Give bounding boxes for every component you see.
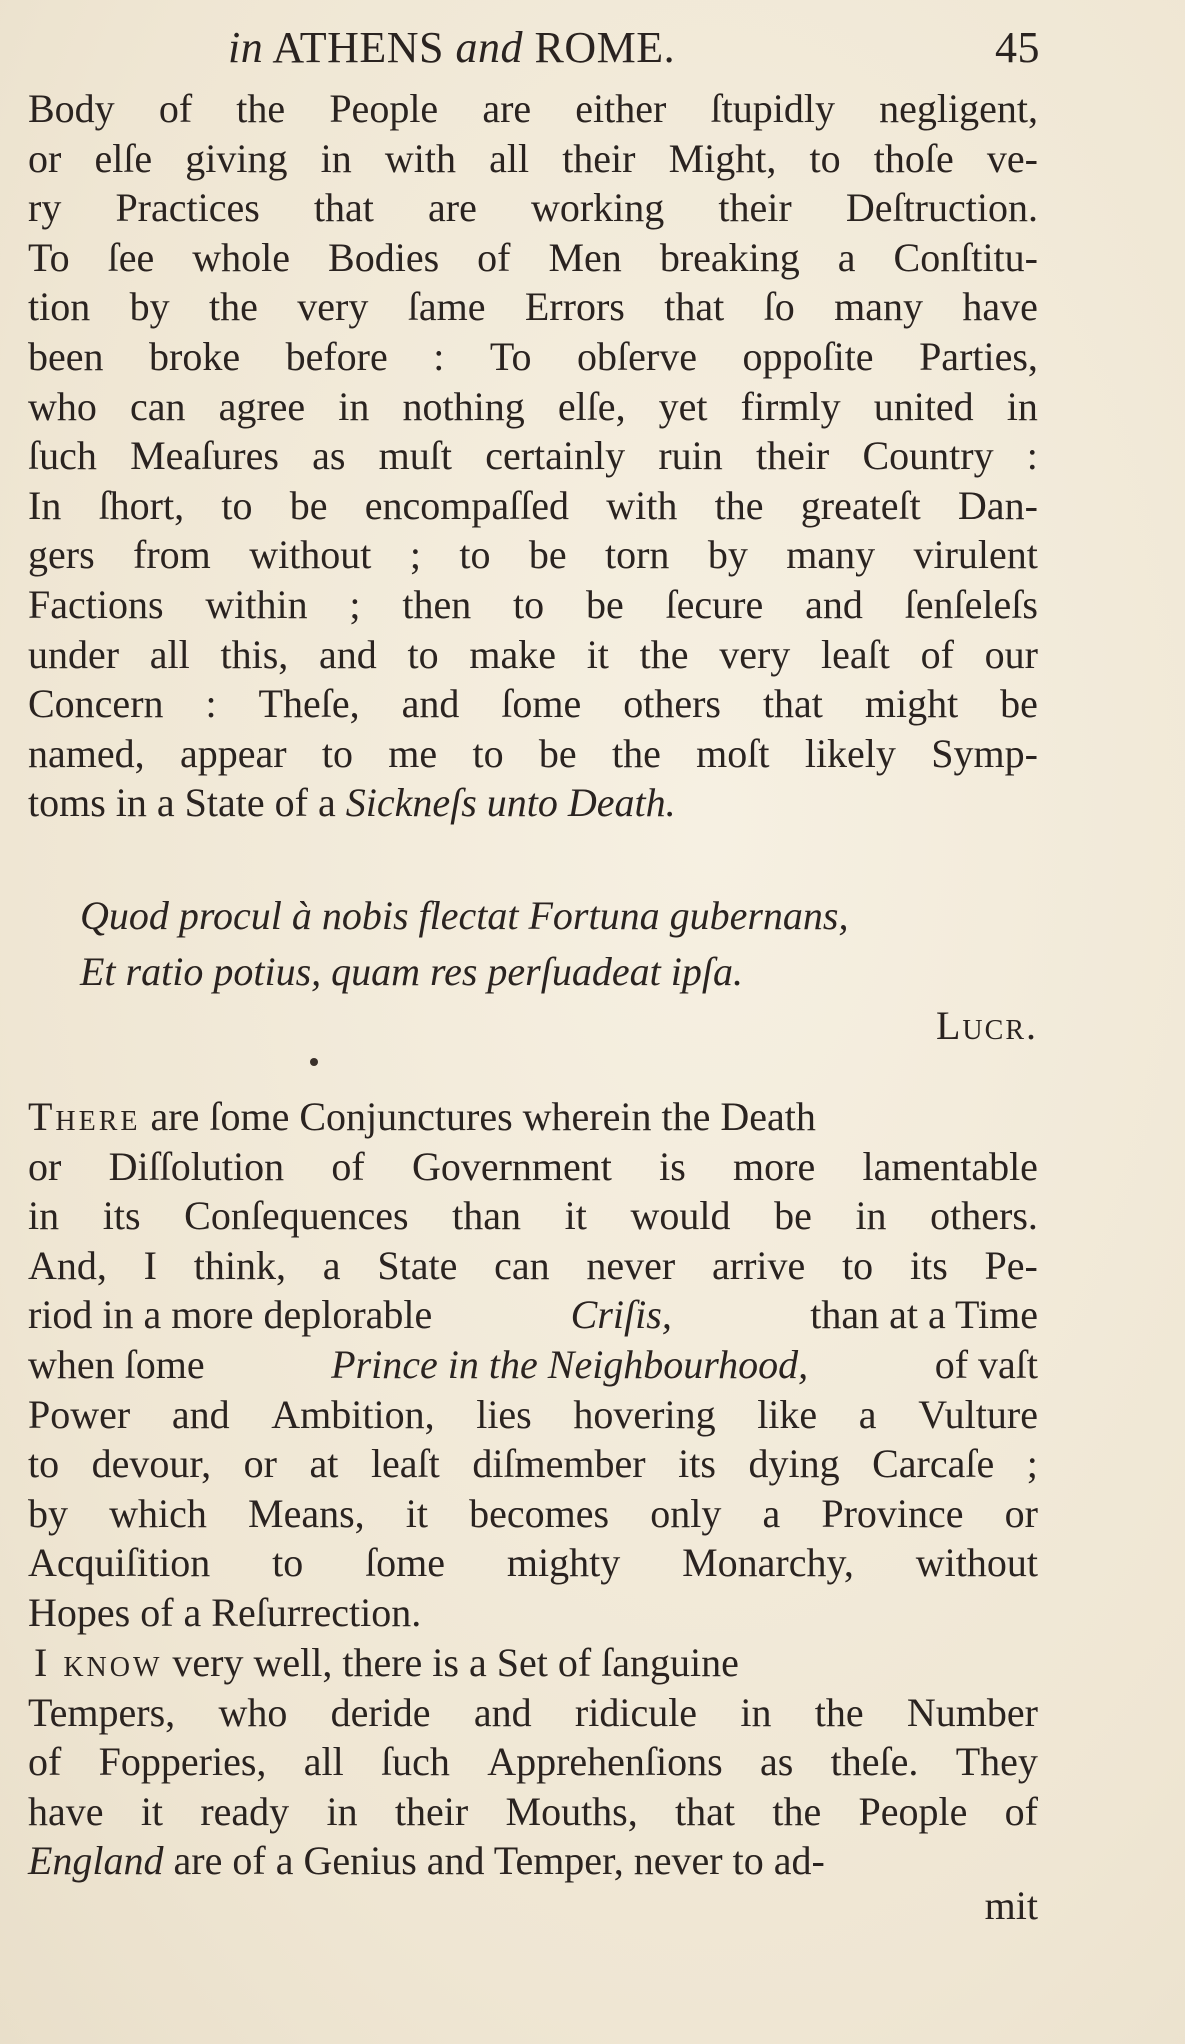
word: Mouths, xyxy=(505,1788,638,1834)
text-line: riod in a more deplorable Criſis, than at a Time xyxy=(28,1290,1038,1340)
header-prefix: in xyxy=(228,23,264,72)
word: Means, xyxy=(248,1490,365,1536)
word: Concern xyxy=(28,681,164,727)
verse-line: Quod procul à nobis flectat Fortuna gubernans, xyxy=(80,893,849,938)
word: ; xyxy=(409,532,421,578)
word: the xyxy=(611,730,661,776)
word: would xyxy=(630,1193,731,1239)
word: Acquiſition xyxy=(28,1540,211,1586)
word: Province xyxy=(821,1490,964,1536)
word: that xyxy=(762,681,823,727)
word: dying xyxy=(748,1441,840,1487)
word: think, xyxy=(193,1242,287,1288)
word: devour, xyxy=(91,1441,212,1487)
word: then xyxy=(402,581,472,627)
text-line xyxy=(28,580,1038,630)
word: been xyxy=(28,333,104,379)
header-and: and xyxy=(455,23,523,72)
word: the xyxy=(772,1788,822,1834)
word: ready xyxy=(200,1788,290,1834)
text-line xyxy=(28,530,1038,580)
word: only xyxy=(650,1490,722,1536)
word: Conſtitu- xyxy=(893,234,1038,280)
word: or xyxy=(243,1441,277,1487)
word: Carcaſe xyxy=(872,1441,995,1487)
word: Bodies xyxy=(328,234,440,280)
word: breaking xyxy=(659,234,800,280)
word: diſmember xyxy=(472,1441,646,1487)
lead-small-caps: There xyxy=(28,1094,141,1139)
text-line: There are ſome Conjunctures wherein the Death xyxy=(28,1094,816,1139)
word: from xyxy=(133,532,211,578)
paragraph-3 xyxy=(28,1638,1038,1886)
word: They xyxy=(955,1739,1038,1785)
paragraph-1 xyxy=(28,84,1038,828)
word: than xyxy=(452,1193,521,1239)
word: many xyxy=(834,284,923,330)
text-line xyxy=(28,84,1038,134)
word: a xyxy=(858,1391,877,1437)
text-line xyxy=(28,382,1038,432)
word: gers xyxy=(28,532,95,578)
word: without xyxy=(249,532,372,578)
text-line xyxy=(28,1787,1038,1837)
word: ruin xyxy=(658,433,723,479)
word: might xyxy=(864,681,959,727)
word: I xyxy=(143,1242,157,1288)
word: Body xyxy=(28,86,115,131)
running-header xyxy=(30,18,1040,78)
word: ſome xyxy=(501,681,582,727)
word: oppoſite xyxy=(742,333,874,379)
word: it xyxy=(564,1193,587,1239)
word: and xyxy=(171,1391,230,1437)
word: giving xyxy=(185,135,288,181)
word: their xyxy=(562,135,636,181)
word: the xyxy=(639,631,689,677)
word: it xyxy=(586,631,609,677)
word: and xyxy=(319,631,377,677)
word: to xyxy=(513,581,545,627)
italic-england: England xyxy=(28,1838,164,1884)
word: Government xyxy=(411,1143,612,1189)
word: make xyxy=(469,631,556,677)
word: like xyxy=(757,1391,818,1437)
word: who xyxy=(28,383,97,429)
word: all xyxy=(303,1739,344,1785)
word: moſt xyxy=(696,730,770,776)
word: that xyxy=(313,185,374,231)
word: to xyxy=(459,532,491,578)
word: ſtupidly xyxy=(710,86,835,131)
word: to xyxy=(407,631,439,677)
text-line xyxy=(28,1489,1038,1539)
word: to xyxy=(221,482,253,528)
text-line-last: toms in a State of a Sickneſs unto Death. xyxy=(28,778,1038,828)
word: under xyxy=(28,631,120,677)
word: that xyxy=(675,1788,736,1834)
word: : xyxy=(1026,433,1038,479)
verse-line: Et ratio potius, quam res perſuadeat ipſa. xyxy=(80,949,743,994)
word: thoſe xyxy=(873,135,954,181)
word: State xyxy=(377,1242,458,1288)
word: can xyxy=(129,383,186,429)
text-line xyxy=(28,630,1038,680)
word: appear xyxy=(179,730,287,776)
word: this, xyxy=(220,631,289,677)
word: our xyxy=(984,631,1038,677)
word: the xyxy=(714,482,764,528)
word: are xyxy=(428,185,477,231)
word: all xyxy=(149,631,190,677)
text-line: when ſome Prince in the Neighbourhood, of vaſt xyxy=(28,1340,1038,1390)
word: encompaſſed xyxy=(364,482,570,528)
lead-small-caps: I know xyxy=(34,1640,163,1685)
word: of xyxy=(158,86,193,131)
word: arrive xyxy=(712,1242,806,1288)
word: its xyxy=(102,1193,141,1239)
word: by xyxy=(28,1490,68,1536)
text-line xyxy=(28,1737,1038,1787)
word: Practices xyxy=(115,185,260,231)
text-line xyxy=(28,1688,1038,1738)
word: ve- xyxy=(986,135,1038,181)
text-line xyxy=(28,1439,1038,1489)
word: before xyxy=(285,333,388,379)
word: or xyxy=(1004,1490,1038,1536)
word: yet xyxy=(658,383,708,429)
word: and xyxy=(473,1689,532,1735)
word: in xyxy=(338,383,370,429)
word: lamentable xyxy=(862,1143,1038,1189)
word: in xyxy=(855,1193,887,1239)
text-line xyxy=(28,431,1038,481)
word: have xyxy=(28,1788,104,1834)
word: virulent xyxy=(913,532,1038,578)
word: Country xyxy=(862,433,994,479)
word: very xyxy=(297,284,369,330)
word: hovering xyxy=(573,1391,716,1437)
word: To xyxy=(28,234,70,280)
word: others xyxy=(623,681,721,727)
word: or xyxy=(28,1143,62,1189)
word: And, xyxy=(28,1242,107,1288)
word: ſhort, xyxy=(98,482,185,528)
word: to xyxy=(472,730,504,776)
word: be xyxy=(774,1193,812,1239)
word: working xyxy=(530,185,665,231)
word: or xyxy=(28,135,62,181)
word: Conſequences xyxy=(184,1193,409,1239)
word: tion xyxy=(28,284,91,330)
word: within xyxy=(205,581,308,627)
word: to xyxy=(809,135,841,181)
word: People xyxy=(329,86,439,131)
word: without xyxy=(915,1540,1038,1586)
word: ſome xyxy=(365,1540,446,1586)
text-line xyxy=(28,729,1038,779)
word: more xyxy=(733,1143,816,1189)
word: their xyxy=(394,1788,469,1834)
word: torn xyxy=(605,532,670,578)
word: Apprehenſions xyxy=(487,1739,723,1785)
word: and xyxy=(401,681,460,727)
word: Pe- xyxy=(984,1242,1038,1288)
word: Might, xyxy=(668,135,777,181)
word: elſe xyxy=(94,135,153,181)
word: leaſt xyxy=(370,1441,440,1487)
word: as xyxy=(312,433,346,479)
word: Ambition, xyxy=(271,1391,435,1437)
word: who xyxy=(218,1689,288,1735)
text-line-last: Hopes of a Reſurrection. xyxy=(28,1589,422,1635)
word: by xyxy=(707,532,748,578)
text-line xyxy=(28,1241,1038,1291)
word: To xyxy=(489,333,532,379)
word: can xyxy=(494,1242,550,1288)
word: ſame xyxy=(407,284,486,330)
word: united xyxy=(873,383,974,429)
word: firmly xyxy=(740,383,841,429)
word: Tempers, xyxy=(28,1689,176,1735)
word: of xyxy=(477,234,511,280)
text-line xyxy=(28,1538,1038,1588)
word: to xyxy=(28,1441,60,1487)
word: it xyxy=(140,1788,164,1834)
word: obſerve xyxy=(577,333,697,379)
italic-crisis: Criſis, xyxy=(570,1292,672,1338)
latin-verse xyxy=(80,888,1000,1000)
word: ſo xyxy=(763,284,795,330)
word: be xyxy=(585,581,624,627)
word: whole xyxy=(192,234,291,280)
word: its xyxy=(678,1441,716,1487)
running-title xyxy=(228,18,675,78)
paragraph-2 xyxy=(28,1092,1038,1638)
word: in xyxy=(326,1788,358,1834)
word: Errors xyxy=(524,284,625,330)
word: People xyxy=(858,1788,968,1834)
word: all xyxy=(489,135,530,181)
word: ridicule xyxy=(574,1689,698,1735)
word: agree xyxy=(218,383,306,429)
catchword: mit xyxy=(984,1883,1038,1928)
text-line: I know very well, there is a Set of ſanguine xyxy=(28,1638,1038,1688)
verse-attribution: Lucr. xyxy=(935,1003,1038,1048)
word: elſe, xyxy=(557,383,626,429)
word: greateſt xyxy=(800,482,921,528)
word: Factions xyxy=(28,581,164,627)
word: nothing xyxy=(402,383,525,429)
word: their xyxy=(755,433,830,479)
word: becomes xyxy=(469,1490,610,1536)
italic-prince: Prince in the Neighbourhood, xyxy=(331,1341,809,1387)
header-rome: ROME. xyxy=(534,23,676,72)
word: and xyxy=(805,581,863,627)
word: Men xyxy=(548,234,622,280)
word: it xyxy=(405,1490,429,1536)
word: theſe. xyxy=(830,1739,919,1785)
text-line xyxy=(28,332,1038,382)
text-line xyxy=(28,183,1038,233)
word: in xyxy=(28,1193,60,1239)
word: In xyxy=(28,482,62,528)
word: named, xyxy=(28,730,145,776)
word: never xyxy=(586,1242,676,1288)
word: that xyxy=(664,284,725,330)
word: ſee xyxy=(107,234,155,280)
word: is xyxy=(659,1143,686,1189)
word: ſuch xyxy=(381,1739,450,1785)
word: be xyxy=(1000,681,1038,727)
word: its xyxy=(909,1242,948,1288)
page-number: 45 xyxy=(995,23,1040,72)
word: Fopperies, xyxy=(98,1739,267,1785)
word: either xyxy=(575,86,667,131)
word: are xyxy=(482,86,532,131)
text-line xyxy=(28,1142,1038,1192)
word: Monarchy, xyxy=(682,1540,854,1586)
word: negligent, xyxy=(879,86,1038,131)
text-line xyxy=(28,481,1038,531)
word: in xyxy=(740,1689,772,1735)
word: be xyxy=(289,482,328,528)
text-line xyxy=(28,233,1038,283)
word: of xyxy=(331,1143,365,1189)
word: others. xyxy=(930,1193,1038,1239)
word: leaſt xyxy=(821,631,890,677)
word: ; xyxy=(349,581,361,627)
word: with xyxy=(606,482,678,528)
word: me xyxy=(388,730,438,776)
word: by xyxy=(129,284,170,330)
word: Symp- xyxy=(931,730,1038,776)
word: Dan- xyxy=(957,482,1038,528)
word: a xyxy=(762,1490,781,1536)
word: very xyxy=(719,631,791,677)
word: to xyxy=(272,1540,304,1586)
text-line xyxy=(28,134,1038,184)
word: as xyxy=(760,1739,794,1785)
word: ſuch xyxy=(28,433,97,479)
word: a xyxy=(322,1242,341,1288)
header-athens: ATHENS xyxy=(272,23,444,72)
word: ; xyxy=(1026,1441,1038,1487)
word: have xyxy=(962,284,1038,330)
word: to xyxy=(842,1242,874,1288)
word: lies xyxy=(476,1391,532,1437)
word: Power xyxy=(28,1391,131,1437)
word: certainly xyxy=(485,433,626,479)
word: to xyxy=(321,730,353,776)
word: the xyxy=(209,284,258,330)
word: : xyxy=(433,333,445,379)
word: Deſtruction. xyxy=(845,185,1038,231)
word: their xyxy=(718,185,792,231)
text-line xyxy=(28,1191,1038,1241)
word: at xyxy=(309,1441,339,1487)
word: be xyxy=(538,730,577,776)
word: many xyxy=(786,532,876,578)
word: Vulture xyxy=(918,1391,1038,1437)
word: mighty xyxy=(506,1540,621,1586)
ink-speck xyxy=(310,1058,318,1066)
word: : xyxy=(205,681,217,727)
word: a xyxy=(837,234,856,280)
word: be xyxy=(528,532,567,578)
word: of xyxy=(28,1739,62,1785)
word: Meaſures xyxy=(130,433,279,479)
text-line xyxy=(28,679,1038,729)
word: Theſe, xyxy=(258,681,360,727)
word: of xyxy=(920,631,954,677)
word: deride xyxy=(330,1689,431,1735)
text-line: England are of a Genius and Temper, never to ad- xyxy=(28,1838,825,1884)
word: of xyxy=(1004,1788,1038,1834)
word: in xyxy=(1006,383,1038,429)
word: Parties, xyxy=(919,333,1038,379)
word: Number xyxy=(906,1689,1038,1735)
word: the xyxy=(236,86,286,131)
word: muſt xyxy=(378,433,452,479)
word: the xyxy=(814,1689,864,1735)
word: with xyxy=(384,135,456,181)
text-line xyxy=(28,1390,1038,1440)
italic-phrase: Sickneſs unto Death. xyxy=(345,780,676,826)
text-line xyxy=(28,282,1038,332)
word: broke xyxy=(149,333,241,379)
word: in xyxy=(320,135,352,181)
word: ſenſeleſs xyxy=(904,581,1038,627)
word: ry xyxy=(28,185,62,231)
word: which xyxy=(109,1490,207,1536)
word: ſecure xyxy=(665,581,764,627)
word: likely xyxy=(804,730,896,776)
word: Diſſolution xyxy=(108,1143,285,1189)
